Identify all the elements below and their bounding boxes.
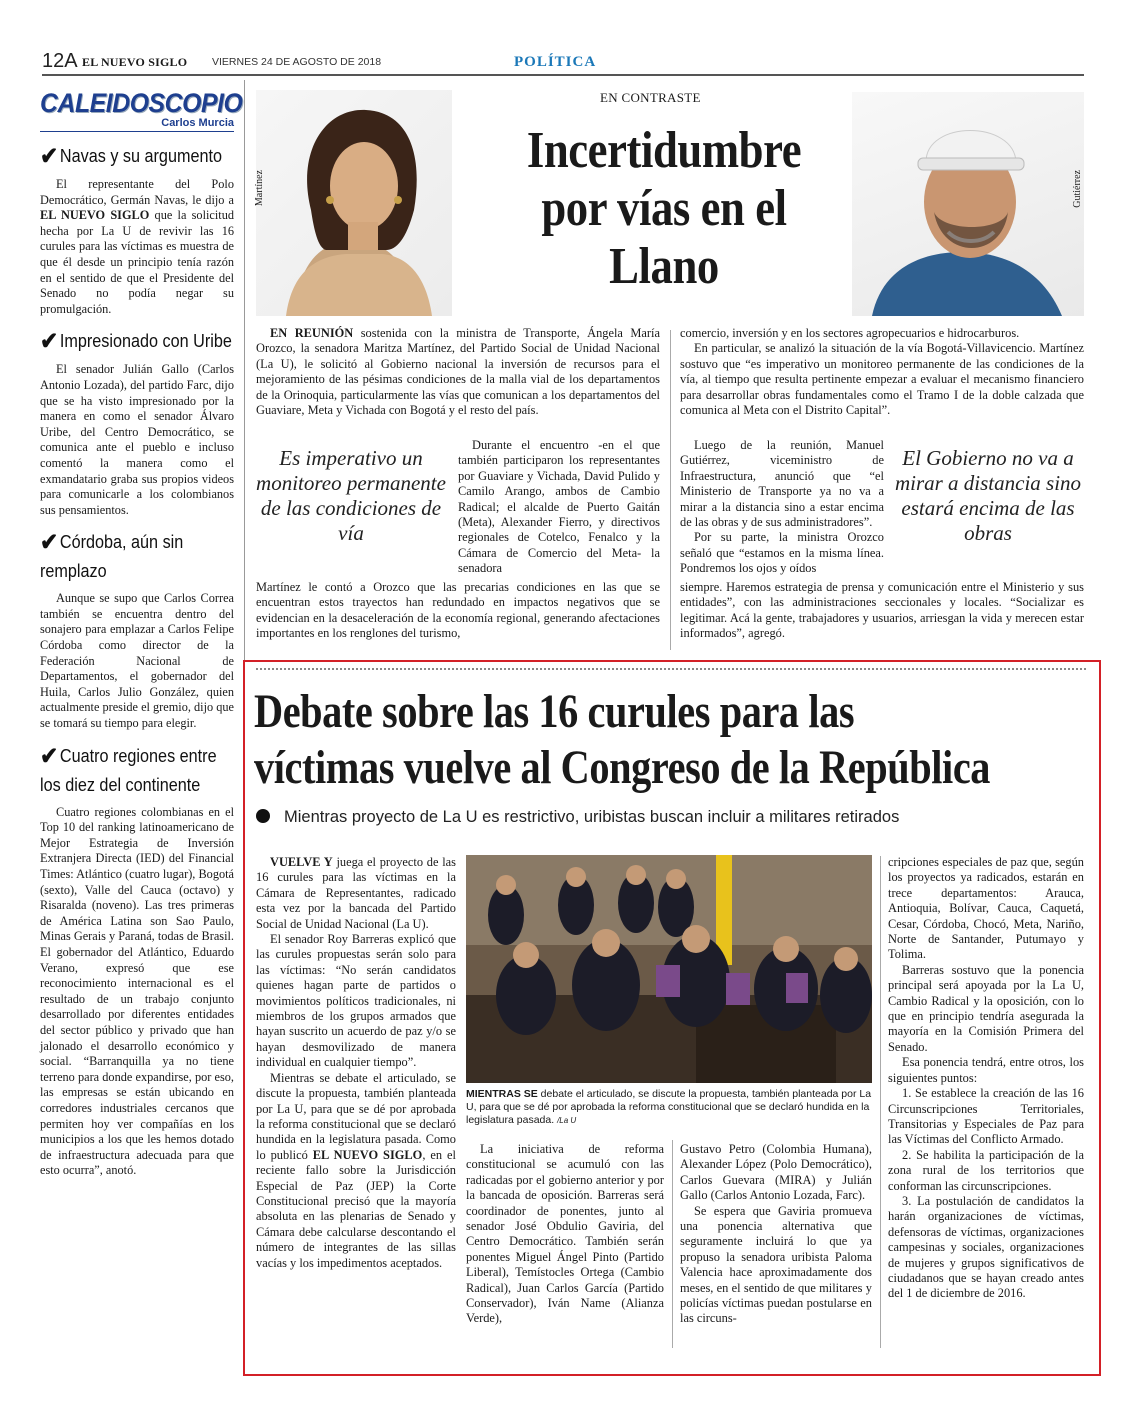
photo-caption: MIENTRAS SE debate el articulado, se discute la propuesta, también planteada por La U, para que se dé por aprobada la reforma constitucional que se declaró hundida en la legislatura pasada. /La U [466, 1088, 872, 1126]
story-headline: Incertidumbre por vías en el Llano [526, 122, 802, 295]
boxed-story-column-2: La iniciativa de reforma constitucional se acumuló con las radicadas por el gobierno anterior y por la bancada de oposición. Barreras será coordinador de ponentes, junto al senador José Obdulio Gaviria, del Centro Democrático. También serán ponentes Miguel Ángel Pinto (Partido Liberal), Temístocles Ortega (Cambio Radical), Juan Carlos García (Partido Conservador), Iván Name (Alianza Verde), [466, 1142, 664, 1326]
story-right-column: comercio, inversión y en los sectores agropecuarios e hidrocarburos. En particular, se analizó la situación de la vía Bogotá-Villavicencio. Martínez sostuvo que “es imperativo un monitoreo permanente de las condiciones de la vía, al tiempo que resulta pertinente empezar a evaluar el mecanismo financiero para desarrollar obras fundamentales como el Tramo I de la doble calzada que comunica al Meta con el Distrito Capital”. [680, 326, 1084, 418]
page-number: 12A [42, 50, 78, 72]
column-item-heading: ✔ Córdoba, aún sin remplazo [40, 529, 184, 582]
column-item-heading: ✔ Cuatro regiones entre los diez del continente [40, 742, 217, 795]
photo-gutierrez [852, 92, 1084, 316]
column-item-body: Aunque se supo que Carlos Correa también se encuentra dentro del sonajero para emplazar a Carlos Felipe Córdoba como director de la Federación Nacional de Departamentos, el gobernador del Huila, Carlos Julio González, quien actualmente preside el gremio, dijo que se tomará su tiempo para elegir. [40, 591, 234, 731]
photo-label-left: Martínez [254, 170, 265, 207]
column-brand: CALEIDOSCOPIO [40, 88, 243, 118]
story-lead-paragraph: EN REUNIÓN sostenida con la ministra de Transporte, Ángela María Orozco, la senadora Maritza Martínez, del Partido Social de Unidad Nacional (La U), le solicitó al Gobierno nacional la inversión de recursos para el mejoramiento de las pésimas condiciones de la malla vial de los departamentos de la Orinoquia, particularmente las vías que comunican a los departamentos del Guaviare, Meta y Vichada con Bogotá y el resto del país. [256, 326, 660, 418]
checkmark-icon: ✔ [40, 742, 59, 770]
column-item-heading: ✔ Navas y su argumento [40, 143, 222, 170]
boxed-story-subtitle: Mientras proyecto de La U es restrictivo, uribistas buscan incluir a militares retirados [256, 808, 899, 827]
newspaper-name: EL NUEVO SIGLO [82, 55, 188, 69]
boxed-story-column-3: Gustavo Petro (Colombia Humana), Alexander López (Polo Democrático), Carlos Guevara (MIRA) y Julián Gallo (Carlos Antonio Lozada, Farc). Se espera que Gaviria promueva una ponencia alternativa que seguramente incluirá lo que ya propuso la senadora uribista Paloma Valencia hace aproximadamente dos meses, en el sentido de que militares y policías víctimas puedan postularse en las circuns- [680, 1142, 872, 1326]
story-right-narrow: Luego de la reunión, Manuel Gutiérrez, viceministro de Infraestructura, anunció que “el Ministerio de Transporte ya no va a mirar a la distancia sino a estar encima de las obras y de sus administradores”. Por su parte, la ministra Orozco señaló que “estamos en la misma línea. Pondremos los ojos y oídos [680, 438, 884, 576]
dotted-rule [256, 668, 1086, 670]
checkmark-icon: ✔ [40, 529, 59, 557]
pull-quote-left: Es imperativo un monitoreo permanente de las condiciones de vía [256, 446, 446, 545]
checkmark-icon: ✔ [40, 328, 59, 356]
bullet-icon [256, 809, 270, 823]
header-rule [42, 74, 1084, 76]
checkmark-icon: ✔ [40, 143, 59, 170]
story-column-2: Durante el encuentro -en el que también participaron los representantes por Guaviare y Vichada, David Pulido y Camilo Arango, ambos de Cambio Radical; el alcalde de Puerto Gaitán (Meta), Alexander Fierro, y directivos regionales de Cotelco, Fenalco y la Cámara de Comercio del Meta- la senadora [458, 438, 660, 576]
story-kicker: EN CONTRASTE [600, 90, 701, 105]
boxed-story-column-4: cripciones especiales de paz que, según los proyectos ya radicados, estarán en trece departamentos: Arauca, Antioquia, Bolívar, Cauca, Caquetá, Cesar, Córdoba, Chocó, Meta, Nariño, Norte de Santander, Putumayo y Tolima. Barreras sostuvo que la ponencia principal será apoyada por la La U, Cambio Radical y la oposición, con lo que en principio tendría asegurada la mayoría en la Comisión Primera del Senado. Esa ponencia tendrá, entre otros, los siguientes puntos: 1. Se establece la creación de las 16 Circunscripciones Territoriales, Transitorias y Especiales de Paz para las Víctimas del Conflicto Armado. 2. Se habilita la participación de la zona rural de los territorios que conforman las circunscripciones. 3. La postulación de candidatos la harán organizaciones de víctimas, defensoras de víctimas, organizaciones campesinas y sociales, organizaciones de mujeres y grupos significativos de ciudadanos que se hayan creado antes del 1 de diciembre de 2016. [888, 855, 1084, 1301]
photo-martinez [256, 90, 452, 316]
column-item-heading: ✔ Impresionado con Uribe [40, 328, 232, 356]
boxed-story-column-1: VUELVE Y juega el proyecto de las 16 curules para las víctimas en la Cámara de Representantes, radicado esta vez por la bancada del Partido Social de Unidad Nacional (La U). El senador Roy Barreras explicó que las curules propuestas serán solo para las víctimas: “No serán candidatos quienes hagan parte de partidos o movimientos políticos tradicionales, ni miembros de los grupos armados que hayan suscrito un acuerdo de paz y/o se hayan desmovilizado de manera individual en cualquier tiempo”. Mientras se debate el articulado, se discute la propuesta, también planteada por La U, para que se dé por aprobada la reforma constitucional que se declaró hundida en la legislatura pasada. Como lo publicó EL NUEVO SIGLO, en el reciente fallo sobre la Jurisdicción Especial de Paz (JEP) la Corte Constitucional precisó que la mayoría absoluta en las plenarias de Senado y Cámara debe calcularse descontando el número de integrantes de las sillas vacías y los impedimentos aceptados. [256, 855, 456, 1270]
issue-date: VIERNES 24 DE AGOSTO DE 2018 [212, 56, 382, 68]
column-item-body: El representante del Polo Democrático, Germán Navas, le dijo a EL NUEVO SIGLO que la solicitud hecha por La U de revivir las 16 curules para las víctimas es muestra de que él desde un principio tenía razón en el sentido de que el Presidente del Senado no podía negar su promulgación. [40, 177, 234, 316]
column-divider [880, 856, 881, 1348]
story-bottom-right: siempre. Haremos estrategia de prensa y comunicación entre el Ministerio y sus entidades”, con las administraciones seccionales y locales. “Socializar es legitimar. Acá la gente, trabajadores y usuarios, arriesgan la vida y merecen estar informados”, agregó. [680, 580, 1084, 641]
pull-quote-right: El Gobierno no va a mirar a distancia sino estará encima de las obras [894, 446, 1082, 545]
page-header [42, 50, 1082, 76]
congress-photo [466, 855, 872, 1083]
photo-label-right: Gutiérrez [1072, 170, 1083, 208]
story-bottom-left: Martínez le contó a Orozco que las precarias condiciones en las que se encuentran estos trayectos han redundado en impactos negativos que se evidencian en la desaceleración de la economía regional, generando afectaciones importantes en los renglones del turismo, [256, 580, 660, 641]
column-divider [670, 330, 671, 650]
boxed-story-headline: Debate sobre las 16 curules para las víctimas vuelve al Congreso de la República [254, 685, 991, 794]
column-divider [672, 1140, 673, 1348]
section-name: POLÍTICA [514, 54, 597, 70]
column-author: Carlos Murcia [40, 117, 234, 132]
caleidoscopio-column [40, 88, 243, 1378]
column-item-body: El senador Julián Gallo (Carlos Antonio Lozada), del partido Farc, dijo que se ha visto impresionado por la manera en como el senador Álvaro Uribe, del Centro Democrático, se comunica ante el pueblo e incluso comentó la manera como el exmandatario graba sus propios videos para comunicarle a los colombianos sus pensamientos. [40, 362, 234, 517]
column-item-body: Cuatro regiones colombianas en el Top 10 del ranking latinoamericano de Mejor Estrategia de Inversión Extranjera Directa (IED) del Financial Times: Atlántico (cuatro lugar), Bogotá (sexto), Valle del Cauca (octavo) y Risaralda (noveno). Las tres primeras de América Latina son Sao Paulo, Minas Gerais y Paraná, todas de Brasil. El gobernador del Atlántico, Eduardo Verano, expresó que ese reconocimiento internacional es el resultado de un trabajo conjunto desarrollado por diferentes entidades del sector público y privado que han jalonado el desarrollo económico y social. “Barranquilla ya no tiene terreno para donde expandirse, por eso, las empresas se están ubicando en corredores industriales cercanos que permiten hoy ver compañías en los municipios a los que les hemos dotado de infraestructura adecuada para que esto ocurra”, anotó. [40, 804, 234, 1178]
